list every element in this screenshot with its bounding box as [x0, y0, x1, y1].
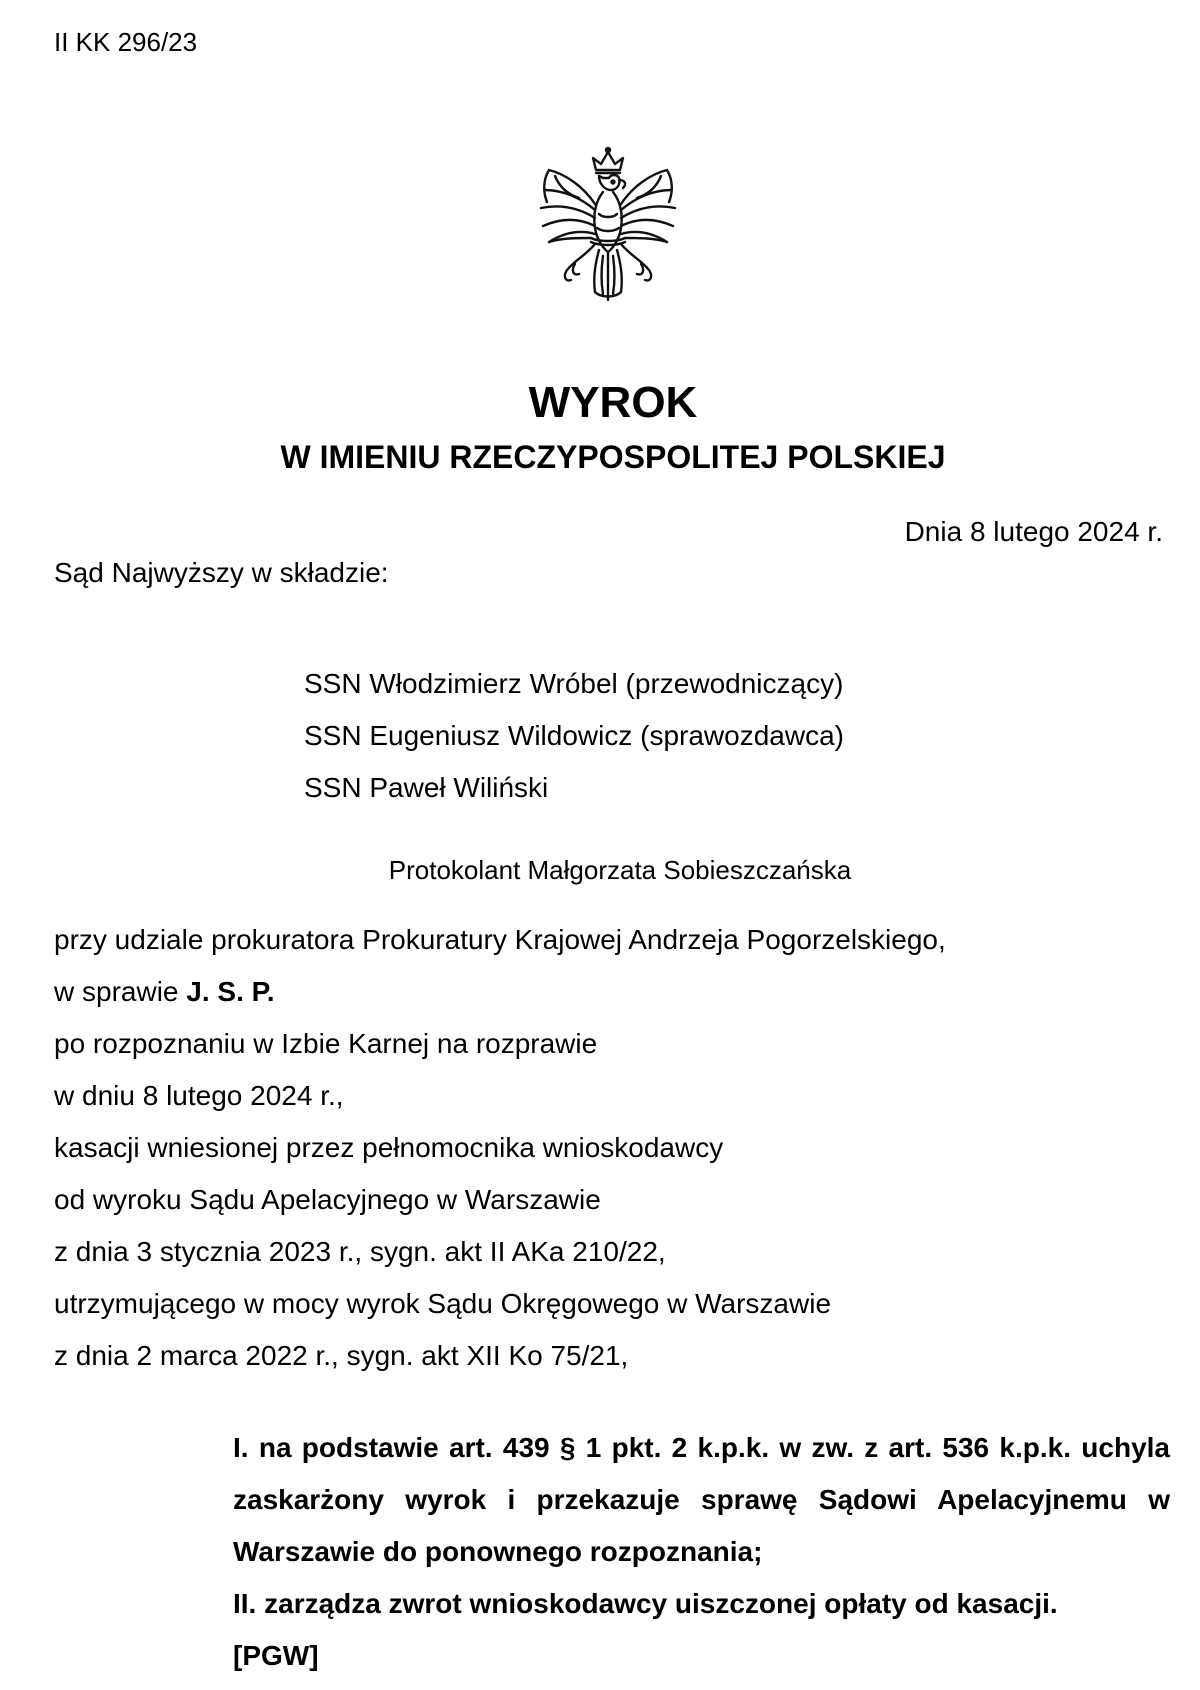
proceedings-line: kasacji wniesionej przez pełnomocnika wnioskodawcy: [54, 1132, 724, 1163]
court-composition-label: Sąd Najwyższy w składzie:: [54, 557, 389, 588]
decision-date: Dnia 8 lutego 2024 r.: [904, 516, 1163, 547]
ruling-point-1: I. na podstawie art. 439 § 1 pkt. 2 k.p.k. w zw. z art. 536 k.p.k. uchyla zaskarżony wyrok i przekazuje sprawę Sądowi Apelacyjnemu w Warszawie do ponownego rozpoznania;: [233, 1432, 1170, 1567]
court-clerk: Protokolant Małgorzata Sobieszczańska: [388, 855, 852, 885]
case-party-line: [54, 972, 946, 1024]
case-party-name: J. S. P.: [186, 976, 275, 1007]
proceedings-line: utrzymującego w mocy wyrok Sądu Okręgowego w Warszawie: [54, 1288, 832, 1319]
proceedings-line: z dnia 3 stycznia 2023 r., sygn. akt II AKa 210/22,: [54, 1236, 666, 1267]
judge-rapporteur: SSN Eugeniusz Wildowicz (sprawozdawca): [304, 720, 844, 751]
ruling-block: [233, 1422, 1170, 1682]
document-subtitle: W IMIENIU RZECZYPOSPOLITEJ POLSKIEJ: [280, 439, 946, 475]
case-party-prefix: w sprawie: [54, 976, 187, 1007]
judge-member: SSN Paweł Wiliński: [304, 772, 549, 803]
proceedings-line: z dnia 2 marca 2022 r., sygn. akt XII Ko 75/21,: [54, 1340, 629, 1371]
judges-list: [304, 664, 844, 820]
proceedings-line: od wyroku Sądu Apelacyjnego w Warszawie: [54, 1184, 601, 1215]
polish-eagle-emblem-icon: [533, 146, 683, 304]
proceedings-block: [54, 920, 946, 1388]
ruling-point-2: II. zarządza zwrot wnioskodawcy uiszczonej opłaty od kasacji.: [233, 1588, 1058, 1619]
proceedings-line: po rozpoznaniu w Izbie Karnej na rozprawie: [54, 1028, 598, 1059]
ruling-signature: [PGW]: [233, 1640, 319, 1671]
judge-presiding: SSN Włodzimierz Wróbel (przewodniczący): [304, 668, 844, 699]
proceedings-line: w dniu 8 lutego 2024 r.,: [54, 1080, 344, 1111]
prosecutor-line: przy udziale prokuratora Prokuratury Krajowej Andrzeja Pogorzelskiego,: [54, 924, 946, 955]
case-number: II KK 296/23: [54, 27, 198, 57]
document-title: WYROK: [528, 378, 698, 427]
